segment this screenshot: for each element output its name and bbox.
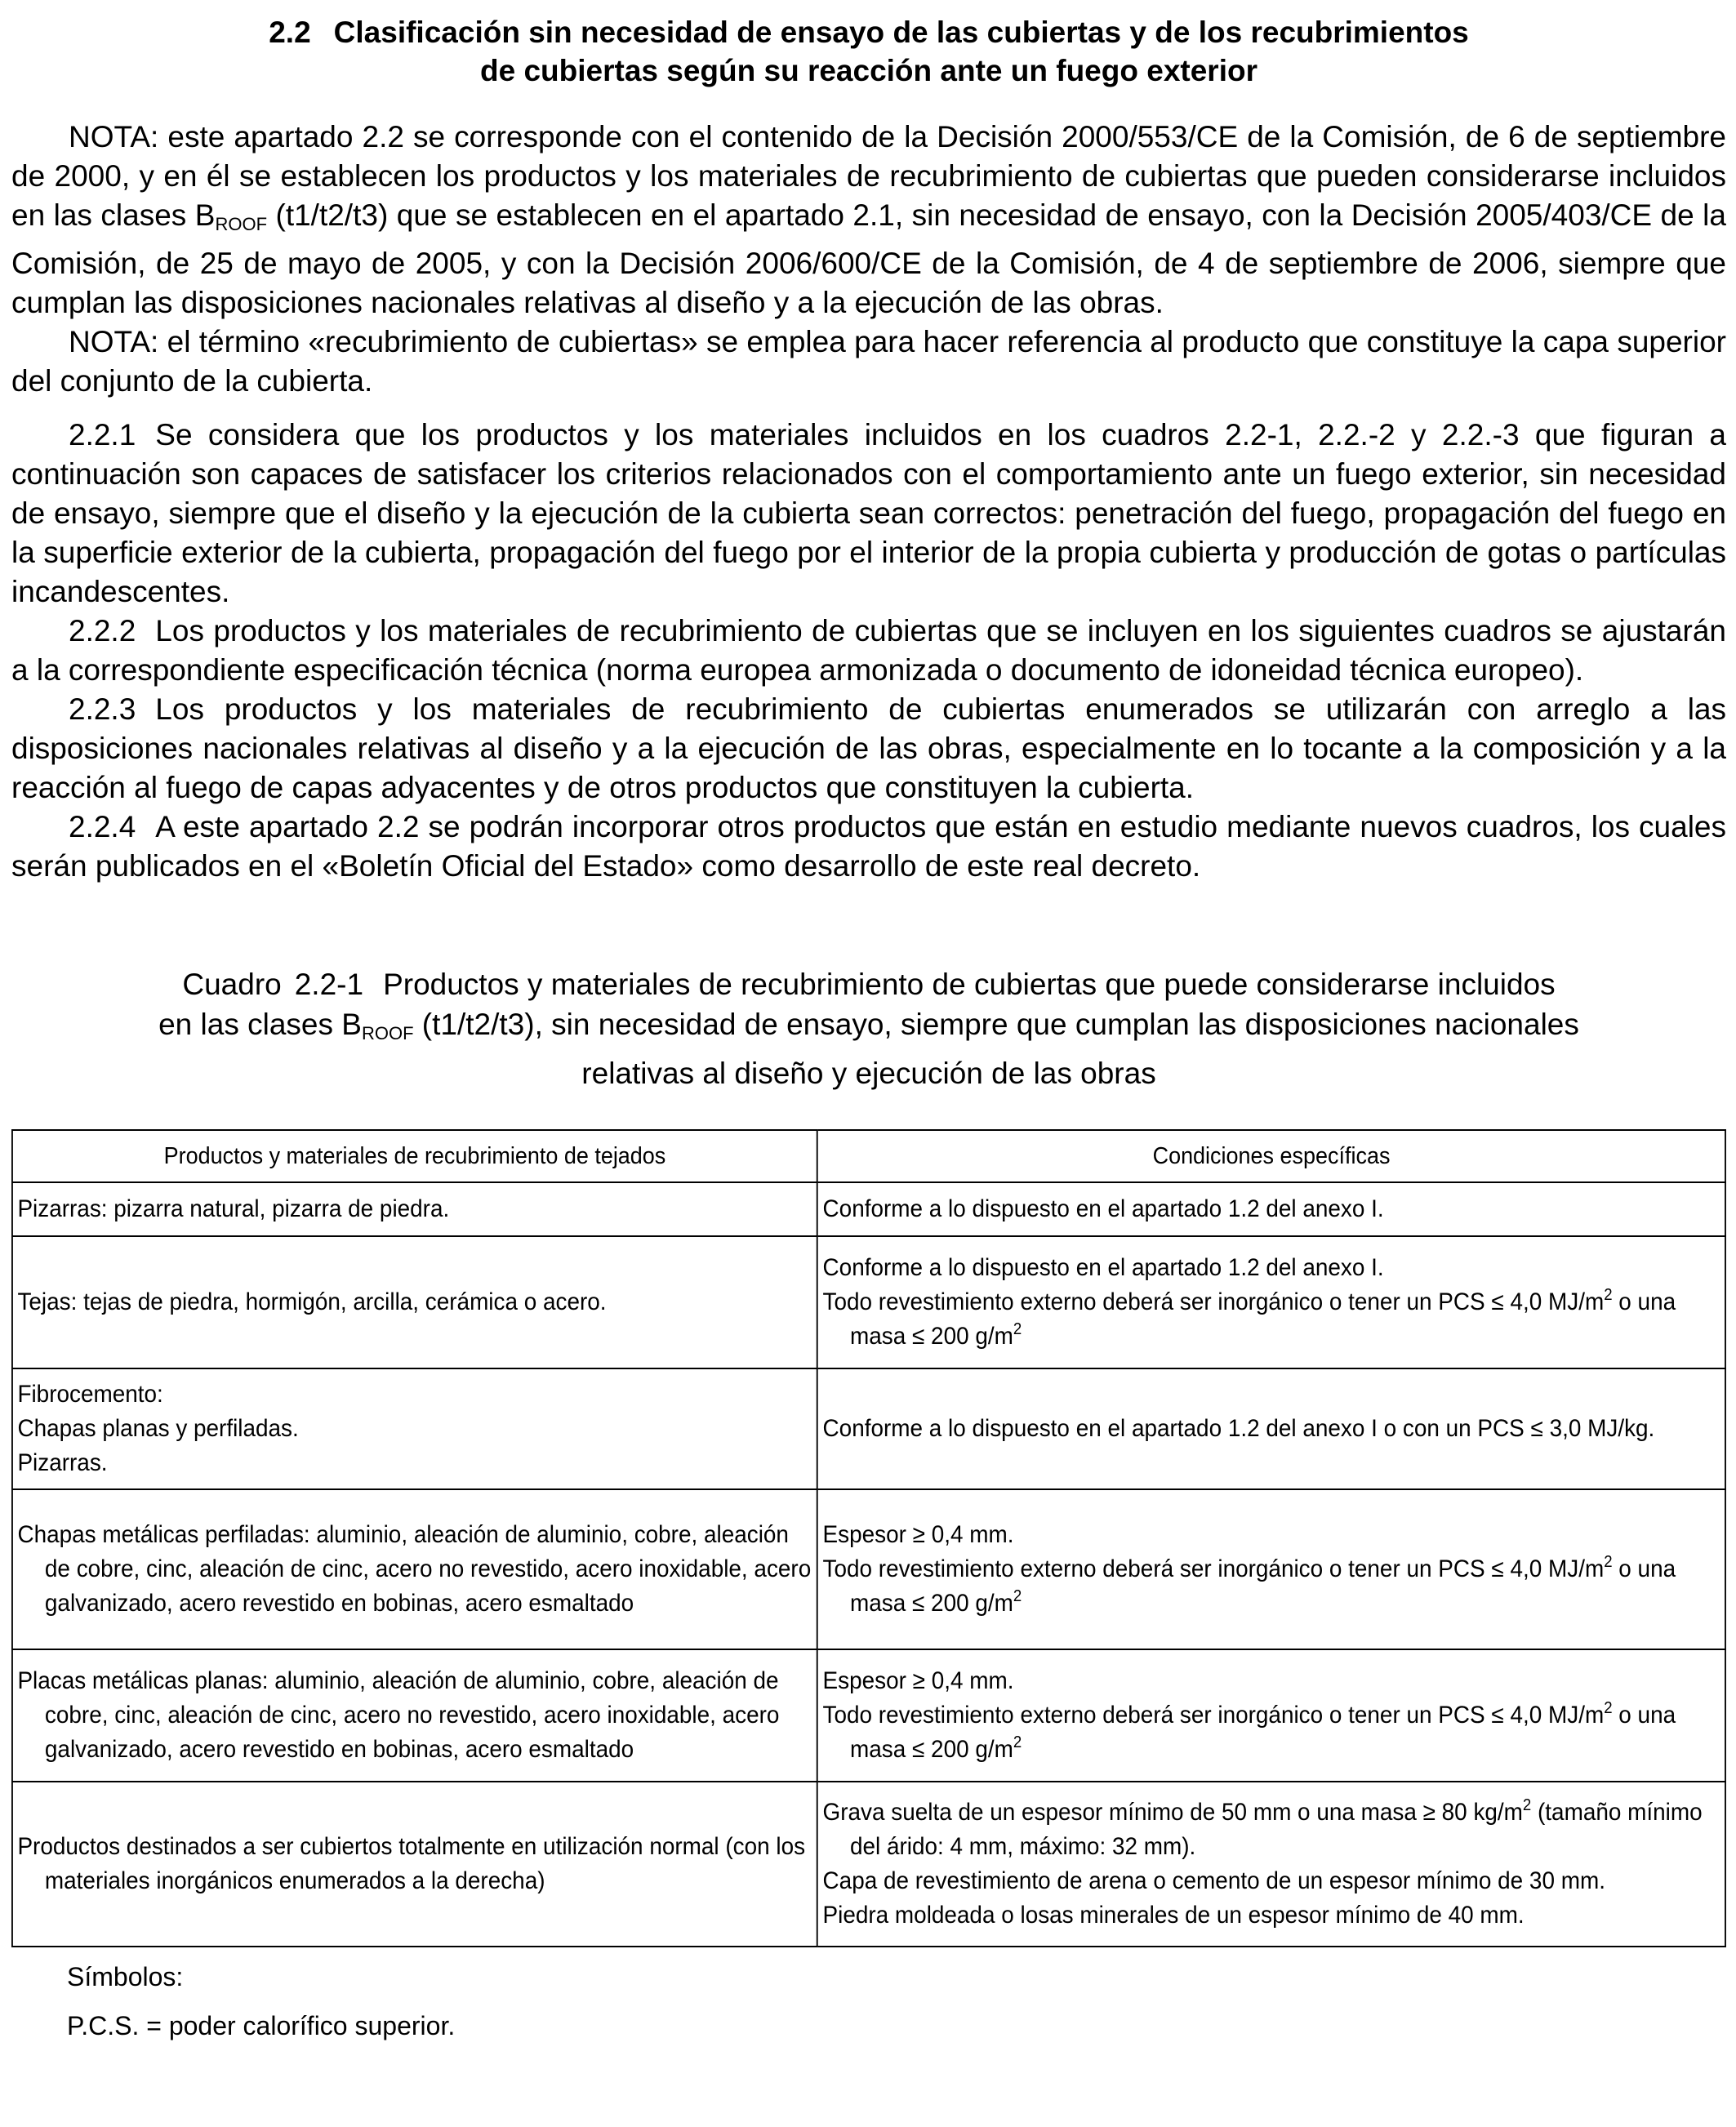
document-page [11, 0, 1726, 2042]
table-row [12, 1182, 1725, 1236]
notes-block [11, 118, 1726, 401]
product-cell: Placas metálicas planas: aluminio, aleación de aluminio, cobre, aleación de cobre, cinc, aleación de cinc, acero no revestido, acero inoxidable, acero galvanizado, acero revestido en bobinas, acero esmaltado [12, 1649, 817, 1782]
condition-cell: Grava suelta de un espesor mínimo de 50 mm o una masa ≥ 80 $kg/m^2$ (tamaño mínimo del árido: 4 mm, máximo: 32 mm). Capa de revestimiento de arena o cemento de un espesor mínimo de 30 mm. Piedra moldeada o losas minerales de un espesor mínimo de 40 mm. [817, 1782, 1725, 1947]
nota-paragraph-1: NOTA: este apartado 2.2 se corresponde con el contenido de la Decisión 2000/553/CE de la Comisión, de 6 de septiembre de 2000, y en él se establecen los productos y los materiales de recubrimiento de cubiertas que pueden considerarse incluidos en las clases $B_{ROOF}$ (t1/t2/t3) que se establecen en el apartado 2.1, sin necesidad de ensayo, con la Decisión 2005/403/CE de la Comisión, de 25 de mayo de 2005, y con la Decisión 2006/600/CE de la Comisión, de 4 de septiembre de 2006, siempre que cumplan las disposiciones nacionales relativas al diseño y a la ejecución de las obras. [11, 120, 1726, 319]
section-title-line2: de cubiertas según su reacción ante un fuego exterior [480, 54, 1257, 87]
product-cell: Tejas: tejas de piedra, hormigón, arcilla, cerámica o acero. [12, 1236, 817, 1368]
section-heading [11, 13, 1726, 90]
condition-cell: Espesor ≥ 0,4 mm. Todo revestimiento externo deberá ser inorgánico o tener un PCS ≤ 4,0 $MJ/m^2$ o una masa ≤ 200 $g/m^2$ [817, 1649, 1725, 1782]
classification-table [11, 1129, 1726, 1947]
condition-cell: Conforme a lo dispuesto en el apartado 1.2 del anexo I o con un PCS ≤ 3,0 MJ/kg. [817, 1368, 1725, 1489]
paragraph-2-2-1: 2.2.1 Se considera que los productos y los materiales incluidos en los cuadros 2.2-1, 2.2.-2 y 2.2.-3 que figuran a continuación son capaces de satisfacer los criterios relacionados con el comportamiento ante un fuego exterior, sin necesidad de ensayo, siempre que el diseño y la ejecución de la cubierta sean correctos: penetración del fuego, propagación del fuego en la superficie exterior de la cubierta, propagación del fuego por el interior de la propia cubierta y producción de gotas o partículas incandescentes. [11, 418, 1726, 608]
condition-cell: Conforme a lo dispuesto en el apartado 1.2 del anexo I. Todo revestimiento externo deberá ser inorgánico o tener un PCS ≤ 4,0 $MJ/m^2$ o una masa ≤ 200 $g/m^2$ [817, 1236, 1725, 1368]
paragraph-2-2-4: 2.2.4 A este apartado 2.2 se podrán incorporar otros productos que están en estudio mediante nuevos cuadros, los cuales serán publicados en el «Boletín Oficial del Estado» como desarrollo de este real decreto. [11, 810, 1726, 883]
header-conditions: Condiciones específicas [817, 1130, 1725, 1182]
table-header-row [12, 1130, 1725, 1182]
symbols-pcs: P.C.S. = poder calorífico superior. [67, 2011, 456, 2040]
nota-paragraph-2: NOTA: el término «recubrimiento de cubiertas» se emplea para hacer referencia al producto que constituye la capa superior del conjunto de la cubierta. [11, 325, 1726, 398]
header-products: Productos y materiales de recubrimiento de tejados [12, 1130, 817, 1182]
table-row [12, 1782, 1725, 1947]
condition-cell: Conforme a lo dispuesto en el apartado 1.2 del anexo I. [817, 1182, 1725, 1236]
paragraph-2-2-2: 2.2.2 Los productos y los materiales de recubrimiento de cubiertas que se incluyen en los siguientes cuadros se ajustarán a la correspondiente especificación técnica (norma europea armonizada o documento de idoneidad técnica europeo). [11, 614, 1726, 687]
table-row [12, 1368, 1725, 1489]
table-row [12, 1649, 1725, 1782]
product-cell: Chapas metálicas perfiladas: aluminio, aleación de aluminio, cobre, aleación de cobre, cinc, aleación de cinc, acero no revestido, acero inoxidable, acero galvanizado, acero revestido en bobinas, acero esmaltado [12, 1489, 817, 1649]
section-number: 2.2 [269, 16, 311, 49]
numbered-paragraphs [11, 416, 1726, 886]
table-row [12, 1236, 1725, 1368]
section-title-line1: Clasificación sin necesidad de ensayo de las cubiertas y de los recubrimientos [333, 16, 1469, 49]
product-cell: Pizarras: pizarra natural, pizarra de piedra. [12, 1182, 817, 1236]
caption-number: 2.2-1 [294, 968, 364, 1001]
product-cell: Fibrocemento: Chapas planas y perfiladas. Pizarras. [12, 1368, 817, 1489]
condition-cell: Espesor ≥ 0,4 mm. Todo revestimiento externo deberá ser inorgánico o tener un PCS ≤ 4,0 $MJ/m^2$ o una masa ≤ 200 $g/m^2$ [817, 1489, 1725, 1649]
table-caption: Cuadro 2.2-1 Productos y materiales de recubrimiento de cubiertas que puede considerarse incluidos en las clases $B_{ROOF}$ (t1/t2/t3), sin necesidad de ensayo, siempre que cumplan las disposiciones nacionales relativas al diseño y ejecución de las obras [158, 968, 1579, 1090]
symbols-notes [67, 1960, 1726, 2042]
symbols-title: Símbolos: [67, 1962, 184, 1991]
product-cell: Productos destinados a ser cubiertos totalmente en utilización normal (con los materiales inorgánicos enumerados a la derecha) [12, 1782, 817, 1947]
table-row [12, 1489, 1725, 1649]
roof-subscript: ROOF [215, 214, 268, 234]
caption-label: Cuadro [182, 968, 282, 1001]
paragraph-2-2-3: 2.2.3 Los productos y los materiales de recubrimiento de cubiertas enumerados se utilizarán con arreglo a las disposiciones nacionales relativas al diseño y a la ejecución de las obras, especialmente en lo tocante a la composición y a la reacción al fuego de capas adyacentes y de otros productos que constituyen la cubierta. [11, 692, 1726, 804]
